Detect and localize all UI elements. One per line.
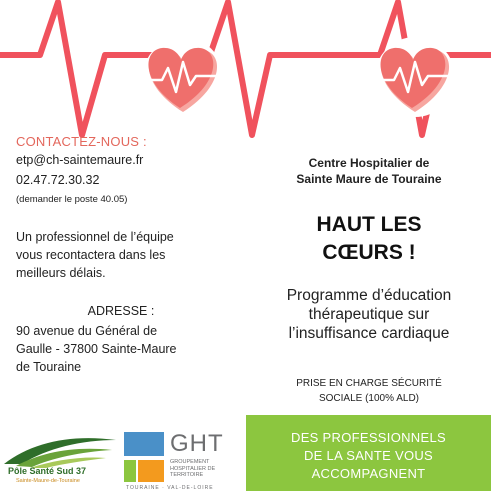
- heart-icon: [143, 37, 223, 117]
- pole-sante-subtitle: Sainte-Maure-de-Touraine: [16, 478, 80, 484]
- hospital-name-line: Sainte Maure de Touraine: [296, 172, 442, 186]
- headline-line: CŒURS !: [322, 241, 416, 264]
- contact-title: CONTACTEZ-NOUS :: [16, 134, 147, 149]
- address-line: Gaulle - 37800 Sainte-Maure: [16, 342, 177, 356]
- ght-description: [170, 459, 240, 479]
- contact-email[interactable]: etp@ch-saintemaure.fr: [16, 153, 144, 167]
- callback-text: [16, 228, 216, 282]
- headline-line: HAUT LES: [316, 213, 422, 236]
- coverage-note: [262, 376, 476, 406]
- hospital-name-line: Centre Hospitalier de: [308, 156, 430, 170]
- coverage-line: SOCIALE (100% ALD): [318, 393, 420, 404]
- contact-phone[interactable]: 02.47.72.30.32: [16, 173, 100, 187]
- callback-line: meilleurs délais.: [16, 266, 106, 280]
- program-line: l’insuffisance cardiaque: [288, 325, 450, 342]
- banner-text: [246, 429, 491, 483]
- program-line: Programme d’éducation: [286, 287, 452, 304]
- ght-desc-line: GROUPEMENT: [170, 459, 210, 465]
- banner-line: DES PROFESSIONNELS: [291, 430, 446, 445]
- banner-line: ACCOMPAGNENT: [311, 466, 426, 481]
- ght-region: TOURAINE · VAL-DE-LOIRE: [126, 485, 214, 491]
- program-line: thérapeutique sur: [308, 306, 430, 323]
- program-description: [262, 286, 476, 343]
- ecg-heartbeat-line: [0, 0, 491, 140]
- extension-note: (demander le poste 40.05): [16, 194, 128, 205]
- banner-line: DE LA SANTE VOUS: [303, 448, 434, 463]
- callback-line: Un professionnel de l’équipe: [16, 230, 174, 244]
- address-line: de Touraine: [16, 360, 82, 374]
- ght-desc-line: TERRITOIRE: [170, 472, 204, 478]
- ght-logo: [124, 432, 168, 486]
- pole-sante-name: Pôle Santé Sud 37: [8, 466, 87, 476]
- address-text: [16, 322, 231, 376]
- headline: [262, 211, 476, 267]
- heart-icon: [375, 37, 455, 117]
- ght-wordmark: GHT: [170, 430, 224, 457]
- address-line: 90 avenue du Général de: [16, 324, 158, 338]
- address-title: ADRESSE :: [87, 304, 155, 318]
- pole-sante-logo: [2, 428, 118, 468]
- hospital-name: [262, 155, 476, 187]
- coverage-line: PRISE EN CHARGE SÉCURITÉ: [296, 378, 442, 389]
- callback-line: vous recontactera dans les: [16, 248, 166, 262]
- ght-desc-line: HOSPITALIER DE: [170, 465, 216, 472]
